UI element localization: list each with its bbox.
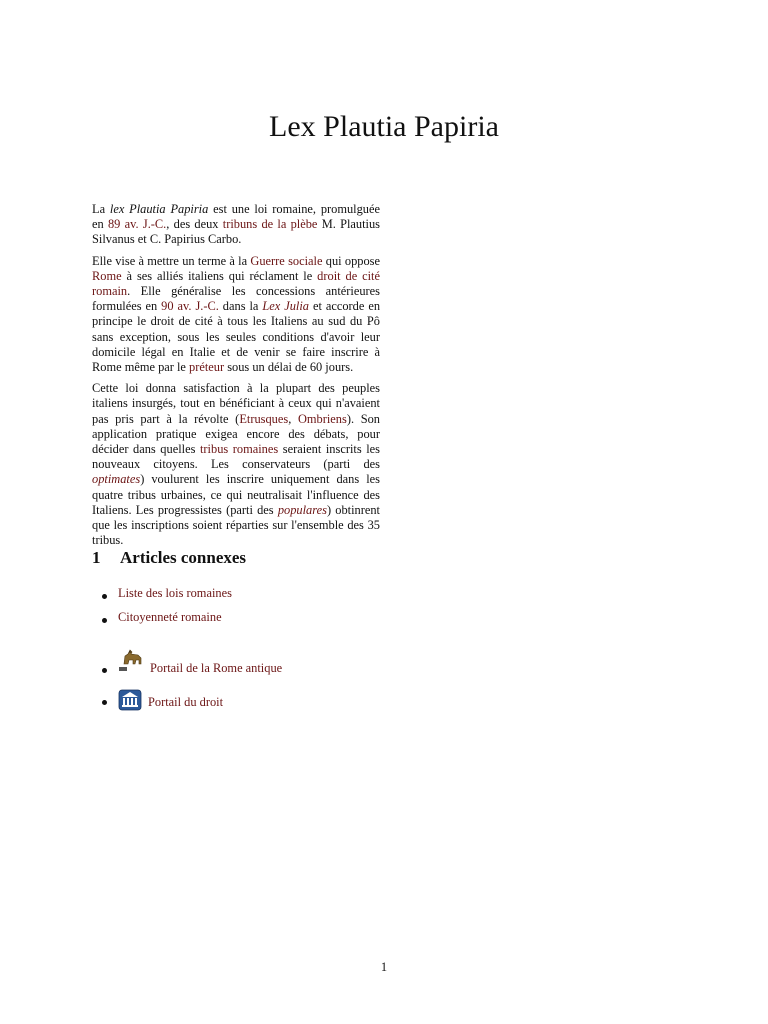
paragraph-purpose: [92, 254, 380, 376]
link-guerre-sociale[interactable]: Guerre sociale: [250, 253, 323, 268]
link-text: optimates: [92, 472, 141, 487]
page-number: 1: [380, 960, 388, 974]
text: , des deux: [166, 217, 223, 232]
text: ,: [288, 411, 298, 426]
bullet-icon: [102, 618, 107, 623]
text-italic: lex Plautia Papiria: [109, 202, 209, 216]
text: sous un délai de 60 jours.: [224, 360, 354, 375]
list-item: [102, 648, 282, 676]
link-droit-cite[interactable]: droit de cité romain: [92, 268, 380, 299]
link-text: populares: [277, 502, 327, 517]
link-lex-julia[interactable]: [262, 299, 309, 313]
text: est une loi romaine, promulguée en: [92, 202, 380, 232]
link-tribuns-plebe[interactable]: tribuns de la plèbe: [222, 217, 318, 232]
text: à ses alliés italiens qui réclament le: [121, 268, 318, 283]
list-item: [102, 608, 282, 632]
link-citoyennete[interactable]: Citoyenneté romaine: [118, 610, 222, 624]
link-preteur[interactable]: préteur: [189, 360, 225, 375]
text: La: [92, 202, 110, 216]
text: ). Son application pratique exigea encore des débats, pour décider dans quelles: [92, 411, 380, 457]
bullet-icon: [102, 668, 107, 673]
text: dans la: [218, 299, 263, 314]
article-body: [92, 202, 380, 554]
bullet-icon: [102, 594, 107, 599]
she-wolf-icon: [118, 646, 144, 676]
list-item: [102, 688, 282, 716]
link-portail-rome[interactable]: Portail de la Rome antique: [150, 661, 283, 675]
paragraph-intro: [92, 202, 380, 248]
text: et accorde en principe le droit de cité à tous les Italiens au sud du Pô sans exception, sous les seules conditions d'avoir leur domicile légal en Italie et de venir se faire inscrire à Rome même par le: [92, 299, 381, 375]
text: . Elle généralise les concessions antérieures formulées en: [92, 284, 380, 314]
paragraph-consequences: [92, 381, 380, 548]
text: M. Plautius Silvanus et C. Papirius Carbo.: [92, 217, 381, 247]
related-articles-list: [102, 584, 282, 716]
link-tribus-romaines[interactable]: tribus romaines: [199, 442, 279, 457]
bullet-icon: [102, 700, 107, 705]
text: seraient inscrits les nouveaux citoyens. Les conservateurs (parti des: [92, 442, 380, 472]
link-rome[interactable]: Rome: [92, 268, 122, 283]
list-item: [102, 584, 282, 608]
text: Cette loi donna satisfaction à la plupart des peuples italiens insurgés, tout en bénéficiant à ceux qui n'avaient pas pris part à la révolte (: [92, 381, 380, 426]
link-populares[interactable]: [278, 503, 327, 517]
section-number: 1: [92, 548, 101, 567]
text: ) voulurent les inscrire uniquement dans les quatre tribus urbaines, ce qui neutralisait l'influence des Italiens. Les progressistes (parti des: [92, 472, 380, 517]
link-text: Lex Julia: [262, 299, 309, 314]
section-heading: [92, 548, 246, 568]
link-89-bc[interactable]: 89 av. J.-C.: [107, 217, 167, 232]
text: Elle vise à mettre un terme à la: [92, 253, 251, 268]
article-title: Lex Plautia Papiria: [269, 110, 499, 143]
link-liste-lois[interactable]: Liste des lois romaines: [118, 586, 232, 600]
link-ombriens[interactable]: Ombriens: [297, 411, 347, 426]
courthouse-icon: [118, 689, 142, 715]
section-title: Articles connexes: [120, 548, 247, 567]
link-portail-droit[interactable]: Portail du droit: [148, 694, 224, 709]
link-optimates[interactable]: [92, 472, 140, 486]
text: ) obtinrent que les inscriptions soient réparties sur l'ensemble des 35 tribus.: [92, 502, 380, 548]
link-etrusques[interactable]: Etrusques: [239, 411, 289, 426]
text: qui oppose: [322, 253, 380, 268]
link-90-bc[interactable]: 90 av. J.-C.: [161, 299, 219, 314]
